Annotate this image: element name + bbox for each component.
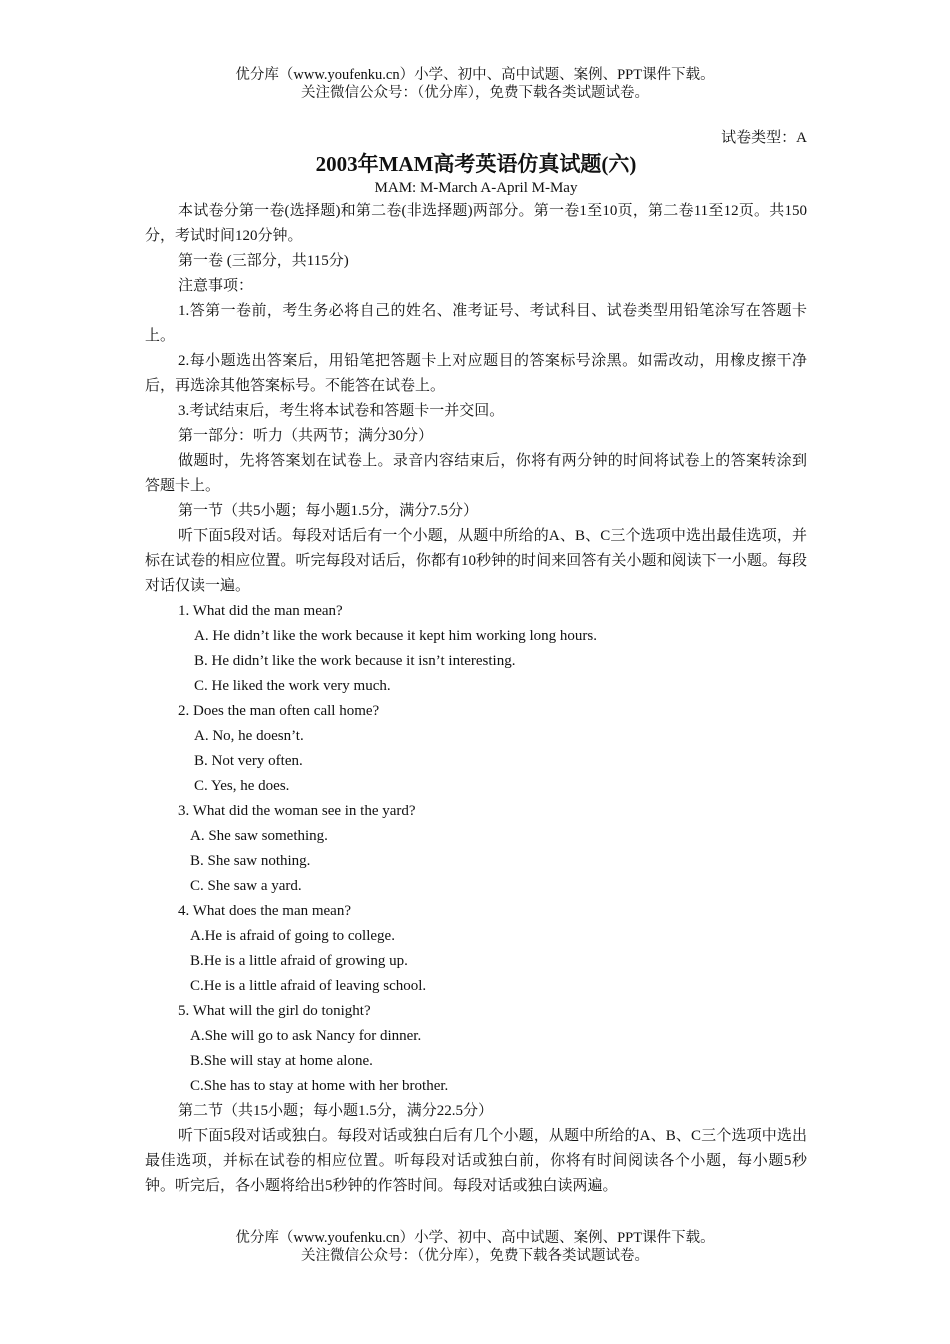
section-one-heading: 第一节（共5小题；每小题1.5分，满分7.5分） (178, 503, 479, 519)
document-body (145, 126, 807, 1199)
intro-paragraph: 本试卷分第一卷(选择题)和第二卷(非选择题)两部分。第一卷1至10页，第二卷11至12页。共150分，考试时间120分钟。 (145, 203, 807, 244)
footer-line-1: 优分库（www.youfenku.cn）小学、初中、高中试题、案例、PPT课件下载。 (235, 1230, 715, 1246)
question-1-option-a: A. He didn’t like the work because it kept him working long hours. (194, 628, 597, 644)
question-4-option-c: C.He is a little afraid of leaving school. (190, 978, 427, 994)
question-4-option-a: A.He is afraid of going to college. (190, 928, 395, 944)
question-5: 5. What will the girl do tonight? (178, 1003, 371, 1019)
question-3-option-a: A. She saw something. (190, 828, 328, 844)
footer-line-2: 关注微信公众号：（优分库），免费下载各类试题试卷。 (301, 1248, 649, 1264)
question-1-option-c: C. He liked the work very much. (194, 678, 391, 694)
note-3: 3.考试结束后，考生将本试卷和答题卡一并交回。 (178, 403, 505, 419)
question-2: 2. Does the man often call home? (178, 703, 380, 719)
header-line-2: 关注微信公众号：（优分库），免费下载各类试题试卷。 (301, 85, 649, 101)
section-one-instructions: 听下面5段对话。每段对话后有一个小题，从题中所给的A、B、C三个选项中选出最佳选项，并标在试卷的相应位置。听完每段对话后，你都有10秒钟的时间来回答有关小题和阅读下一小题。每段对话仅读一遍。 (145, 528, 807, 594)
notes-heading: 注意事项： (178, 278, 254, 294)
question-5-option-c: C.She has to stay at home with her brother. (190, 1078, 449, 1094)
subtitle: MAM: M-March A-April M-May (374, 180, 578, 196)
question-1: 1. What did the man mean? (178, 603, 343, 619)
question-3-option-b: B. She saw nothing. (190, 853, 311, 869)
note-2: 2.每小题选出答案后，用铅笔把答题卡上对应题目的答案标号涂黑。如需改动，用橡皮擦干净后，再选涂其他答案标号。不能答在试卷上。 (145, 353, 807, 394)
page-title: 2003年MAM高考英语仿真试题(六) (315, 152, 637, 176)
question-2-option-b: B. Not very often. (194, 753, 303, 769)
part-one-instructions: 做题时，先将答案划在试卷上。录音内容结束后，你将有两分钟的时间将试卷上的答案转涂到答题卡上。 (145, 453, 807, 494)
page-footer (0, 1229, 950, 1265)
question-5-option-b: B.She will stay at home alone. (190, 1053, 373, 1069)
question-2-option-a: A. No, he doesn’t. (194, 728, 304, 744)
exam-type: 试卷类型：A (721, 130, 807, 146)
question-5-option-a: A.She will go to ask Nancy for dinner. (190, 1028, 422, 1044)
part-one-heading: 第一部分：听力（共两节；满分30分） (178, 428, 434, 444)
note-1: 1.答第一卷前，考生务必将自己的姓名、准考证号、考试科目、试卷类型用铅笔涂写在答题卡上。 (145, 303, 807, 344)
question-4-option-b: B.He is a little afraid of growing up. (190, 953, 408, 969)
volume-one-heading: 第一卷 (三部分，共115分) (178, 253, 349, 269)
question-3-option-c: C. She saw a yard. (190, 878, 302, 894)
question-1-option-b: B. He didn’t like the work because it isn’t interesting. (194, 653, 516, 669)
page-header (0, 66, 950, 102)
question-2-option-c: C. Yes, he does. (194, 778, 290, 794)
question-3: 3. What did the woman see in the yard? (178, 803, 416, 819)
question-4: 4. What does the man mean? (178, 903, 351, 919)
section-two-instructions: 听下面5段对话或独白。每段对话或独白后有几个小题，从题中所给的A、B、C三个选项中选出最佳选项，并标在试卷的相应位置。听每段对话或独白前，你将有时间阅读各个小题，每小题5秒钟。听完后，各小题将给出5秒钟的作答时间。每段对话或独白读两遍。 (145, 1128, 807, 1194)
header-line-1: 优分库（www.youfenku.cn）小学、初中、高中试题、案例、PPT课件下载。 (235, 67, 715, 83)
section-two-heading: 第二节（共15小题；每小题1.5分，满分22.5分） (178, 1103, 494, 1119)
